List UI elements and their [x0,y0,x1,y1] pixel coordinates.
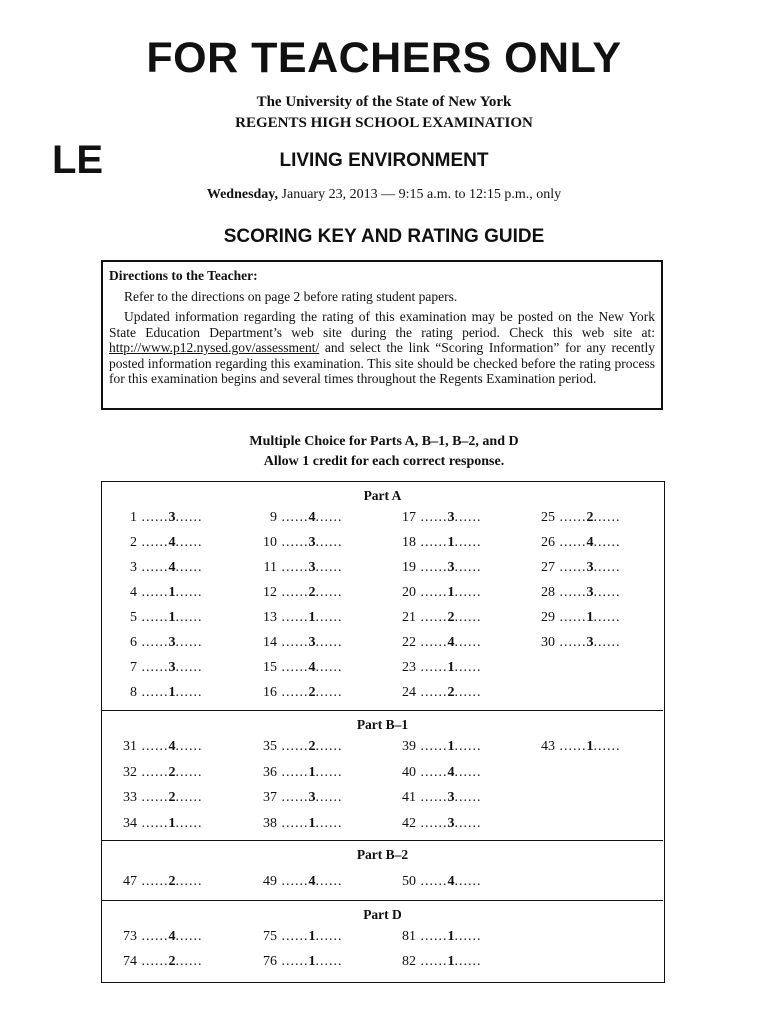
leader-dots: ...... [277,739,309,754]
answer-value: 1 [168,815,176,831]
answer-value: 4 [308,660,316,675]
leader-dots: ...... [416,660,448,675]
leader-dots: ...... [555,560,587,575]
answer-value: 3 [168,660,176,675]
exam-name: REGENTS HIGH SCHOOL EXAMINATION [235,115,533,131]
leader-dots: ...... [416,610,448,625]
leader-dots: ...... [315,660,343,675]
answer-item [535,584,655,602]
section-part-1 [102,482,663,710]
section-title: Part B–1 [356,717,409,732]
question-number: 4 [130,585,137,600]
leader-dots: ...... [175,635,203,650]
leader-dots: ...... [175,535,203,550]
answer-item [396,738,516,756]
answer-value: 3 [308,560,316,575]
question-number: 11 [263,560,277,575]
answer-item [257,509,377,527]
leader-dots: ...... [555,585,587,600]
answer-value: 3 [308,790,316,805]
answer-value: 1 [308,953,316,969]
question-number: 17 [402,510,416,525]
leader-dots: ...... [277,929,309,944]
question-number: 19 [402,560,416,575]
leader-dots: ...... [175,953,203,969]
answer-value: 3 [447,560,455,575]
answer-item [257,764,377,782]
answer-value: 3 [447,790,455,805]
leader-dots: ...... [277,874,309,889]
leader-dots: ...... [137,685,169,700]
leader-dots: ...... [454,874,482,889]
answer-item [535,559,655,577]
answer-value: 1 [308,610,316,625]
leader-dots: ...... [175,764,203,780]
question-number: 40 [402,764,416,780]
question-number: 33 [123,790,137,805]
question-number: 26 [541,535,555,550]
leader-dots: ...... [137,739,169,754]
section-title: Part B–2 [356,847,409,862]
question-number: 30 [541,635,555,650]
leader-dots: ...... [416,635,448,650]
answer-item [535,534,655,552]
multiple-choice-heading: Multiple Choice for Parts A, B–1, B–2, and D [249,434,519,449]
leader-dots: ...... [454,790,482,805]
credit-note: Allow 1 credit for each correct response. [263,454,505,469]
answer-value: 2 [168,764,176,780]
answer-value: 1 [447,535,455,550]
answer-item [396,509,516,527]
leader-dots: ...... [277,610,309,625]
answer-item [396,609,516,627]
leader-dots: ...... [593,610,621,625]
question-number: 2 [130,535,137,550]
answer-item [117,684,237,702]
leader-dots: ...... [137,560,169,575]
answer-item [117,509,237,527]
answer-value: 1 [447,660,455,675]
answer-value: 4 [168,560,176,575]
answer-value: 4 [447,874,455,889]
answer-value: 3 [586,635,594,650]
answer-value: 2 [447,610,455,625]
directions-text-a: Updated information regarding the rating of this examination may be posted on the New York State Education Department’s web site during the rating period. Check this web site at: [109,309,655,340]
question-number: 25 [541,510,555,525]
answer-item [117,634,237,652]
section-part-4 [102,900,663,983]
answer-item [257,815,377,833]
answer-item [117,928,237,946]
leader-dots: ...... [175,685,203,700]
answer-item [117,953,237,971]
leader-dots: ...... [416,739,448,754]
leader-dots: ...... [315,739,343,754]
leader-dots: ...... [315,953,343,969]
directions-paragraph-1: Refer to the directions on page 2 before rating student papers. [124,288,458,304]
question-number: 23 [402,660,416,675]
answer-item [117,584,237,602]
question-number: 36 [263,764,277,780]
leader-dots: ...... [277,685,309,700]
leader-dots: ...... [454,739,482,754]
university-name: The University of the State of New York [256,94,512,110]
answer-value: 4 [308,874,316,889]
question-number: 14 [263,635,277,650]
leader-dots: ...... [416,560,448,575]
answer-value: 3 [586,585,594,600]
leader-dots: ...... [416,535,448,550]
answer-item [117,873,237,891]
answer-item [257,559,377,577]
leader-dots: ...... [454,585,482,600]
question-number: 16 [263,685,277,700]
leader-dots: ...... [454,929,482,944]
question-number: 82 [402,953,416,969]
answer-value: 2 [447,685,455,700]
banner-title: FOR TEACHERS ONLY [146,34,622,82]
leader-dots: ...... [593,585,621,600]
answer-item [257,873,377,891]
leader-dots: ...... [137,535,169,550]
answer-item [396,764,516,782]
question-number: 34 [123,815,137,831]
answer-value: 4 [308,510,316,525]
leader-dots: ...... [137,874,169,889]
leader-dots: ...... [175,874,203,889]
leader-dots: ...... [277,560,309,575]
directions-paragraph-2 [109,309,655,387]
answer-item [257,684,377,702]
question-number: 42 [402,815,416,831]
answer-value: 1 [586,739,594,754]
question-number: 8 [130,685,137,700]
leader-dots: ...... [137,764,169,780]
directions-text-b: and select the link “Scoring Information” for any recently posted information regarding this examination. This site should be checked before the rating process for this examination begins and several times throughout the Regents Examination period. [109,340,655,386]
question-number: 41 [402,790,416,805]
leader-dots: ...... [175,929,203,944]
answer-item [396,634,516,652]
leader-dots: ...... [175,739,203,754]
question-number: 10 [263,535,277,550]
leader-dots: ...... [593,535,621,550]
leader-dots: ...... [416,815,448,831]
leader-dots: ...... [175,610,203,625]
directions-box [101,260,663,410]
answer-item [396,559,516,577]
leader-dots: ...... [454,635,482,650]
answer-item [117,559,237,577]
section-title: Part A [363,488,402,503]
answer-item [257,789,377,807]
answer-item [257,609,377,627]
answer-item [117,789,237,807]
answer-value: 4 [168,535,176,550]
leader-dots: ...... [454,953,482,969]
answer-value: 2 [308,585,316,600]
leader-dots: ...... [416,790,448,805]
leader-dots: ...... [175,790,203,805]
answer-value: 2 [308,739,316,754]
question-number: 47 [123,874,137,889]
question-number: 43 [541,739,555,754]
question-number: 37 [263,790,277,805]
question-number: 15 [263,660,277,675]
leader-dots: ...... [137,585,169,600]
leader-dots: ...... [137,510,169,525]
answer-item [257,634,377,652]
section-title: Part D [363,907,402,922]
answer-value: 4 [168,739,176,754]
leader-dots: ...... [315,764,343,780]
question-number: 13 [263,610,277,625]
answer-value: 2 [586,510,594,525]
question-number: 31 [123,739,137,754]
subject-title: LIVING ENVIRONMENT [279,150,489,171]
leader-dots: ...... [416,953,448,969]
exam-date-time: January 23, 2013 — 9:15 a.m. to 12:15 p.m., only [281,187,562,202]
question-number: 35 [263,739,277,754]
leader-dots: ...... [315,535,343,550]
leader-dots: ...... [137,953,169,969]
leader-dots: ...... [454,560,482,575]
answer-item [257,953,377,971]
leader-dots: ...... [277,585,309,600]
answer-value: 2 [168,790,176,805]
leader-dots: ...... [137,660,169,675]
question-number: 74 [123,953,137,969]
leader-dots: ...... [277,815,309,831]
answer-item [396,815,516,833]
leader-dots: ...... [454,685,482,700]
assessment-link[interactable]: http://www.p12.nysed.gov/assessment/ [109,340,320,355]
leader-dots: ...... [175,560,203,575]
answer-value: 1 [447,929,455,944]
question-number: 39 [402,739,416,754]
leader-dots: ...... [315,790,343,805]
answer-value: 3 [447,815,455,831]
answer-item [535,634,655,652]
leader-dots: ...... [593,635,621,650]
leader-dots: ...... [277,535,309,550]
answer-item [257,584,377,602]
answer-value: 1 [447,585,455,600]
answer-item [535,609,655,627]
answer-item [257,534,377,552]
question-number: 21 [402,610,416,625]
answer-item [396,789,516,807]
leader-dots: ...... [555,610,587,625]
leader-dots: ...... [315,635,343,650]
leader-dots: ...... [315,815,343,831]
answer-value: 1 [168,610,176,625]
leader-dots: ...... [277,635,309,650]
leader-dots: ...... [416,585,448,600]
answer-value: 1 [168,585,176,600]
leader-dots: ...... [277,790,309,805]
question-number: 18 [402,535,416,550]
answer-item [396,584,516,602]
leader-dots: ...... [593,510,621,525]
answer-item [257,738,377,756]
leader-dots: ...... [137,790,169,805]
answer-value: 4 [447,764,455,780]
leader-dots: ...... [175,660,203,675]
leader-dots: ...... [277,764,309,780]
answer-value: 1 [308,929,316,944]
answer-value: 1 [308,764,316,780]
leader-dots: ...... [454,815,482,831]
answer-item [117,659,237,677]
leader-dots: ...... [277,953,309,969]
answer-item [396,953,516,971]
question-number: 73 [123,929,137,944]
leader-dots: ...... [454,764,482,780]
answer-item [117,609,237,627]
answer-value: 2 [168,874,176,889]
leader-dots: ...... [315,610,343,625]
leader-dots: ...... [277,510,309,525]
leader-dots: ...... [175,815,203,831]
answer-value: 4 [168,929,176,944]
question-number: 29 [541,610,555,625]
leader-dots: ...... [454,535,482,550]
leader-dots: ...... [137,815,169,831]
question-number: 20 [402,585,416,600]
answer-value: 1 [447,953,455,969]
leader-dots: ...... [137,929,169,944]
answer-item [396,534,516,552]
answer-key-box [101,481,665,983]
answer-value: 2 [308,685,316,700]
leader-dots: ...... [175,585,203,600]
answer-value: 1 [168,685,176,700]
answer-value: 3 [308,635,316,650]
answer-value: 3 [447,510,455,525]
question-number: 50 [402,874,416,889]
question-number: 28 [541,585,555,600]
question-number: 32 [123,764,137,780]
question-number: 49 [263,874,277,889]
leader-dots: ...... [555,635,587,650]
question-number: 22 [402,635,416,650]
guide-title: SCORING KEY AND RATING GUIDE [223,226,545,247]
answer-value: 1 [447,739,455,754]
leader-dots: ...... [175,510,203,525]
leader-dots: ...... [416,929,448,944]
question-number: 38 [263,815,277,831]
leader-dots: ...... [454,660,482,675]
answer-value: 3 [168,635,176,650]
answer-item [257,928,377,946]
answer-item [396,659,516,677]
answer-value: 4 [447,635,455,650]
answer-value: 3 [586,560,594,575]
directions-heading: Directions to the Teacher: [109,268,258,283]
question-number: 27 [541,560,555,575]
exam-date [0,187,768,203]
leader-dots: ...... [454,510,482,525]
leader-dots: ...... [315,685,343,700]
leader-dots: ...... [416,764,448,780]
question-number: 7 [130,660,137,675]
answer-item [396,873,516,891]
section-part-3 [102,840,663,901]
exam-day: Wednesday, [206,187,279,202]
leader-dots: ...... [416,874,448,889]
question-number: 24 [402,685,416,700]
leader-dots: ...... [315,929,343,944]
leader-dots: ...... [454,610,482,625]
question-number: 75 [263,929,277,944]
leader-dots: ...... [555,535,587,550]
leader-dots: ...... [315,560,343,575]
leader-dots: ...... [315,874,343,889]
leader-dots: ...... [416,685,448,700]
leader-dots: ...... [315,510,343,525]
leader-dots: ...... [555,739,587,754]
exam-code: LE [52,138,104,182]
answer-item [117,534,237,552]
answer-value: 2 [168,953,176,969]
answer-item [535,509,655,527]
question-number: 81 [402,929,416,944]
answer-item [117,738,237,756]
answer-value: 1 [308,815,316,831]
leader-dots: ...... [593,739,621,754]
question-number: 12 [263,585,277,600]
leader-dots: ...... [593,560,621,575]
answer-value: 1 [586,610,594,625]
answer-item [117,815,237,833]
answer-item [396,684,516,702]
answer-value: 3 [168,510,176,525]
answer-item [535,738,655,756]
answer-value: 3 [308,535,316,550]
leader-dots: ...... [277,660,309,675]
question-number: 9 [270,510,277,525]
leader-dots: ...... [555,510,587,525]
question-number: 3 [130,560,137,575]
leader-dots: ...... [137,635,169,650]
leader-dots: ...... [137,610,169,625]
leader-dots: ...... [416,510,448,525]
answer-item [117,764,237,782]
question-number: 5 [130,610,137,625]
answer-item [257,659,377,677]
answer-item [396,928,516,946]
leader-dots: ...... [315,585,343,600]
question-number: 1 [130,510,137,525]
question-number: 76 [263,953,277,969]
section-part-2 [102,710,663,841]
answer-value: 4 [586,535,594,550]
question-number: 6 [130,635,137,650]
